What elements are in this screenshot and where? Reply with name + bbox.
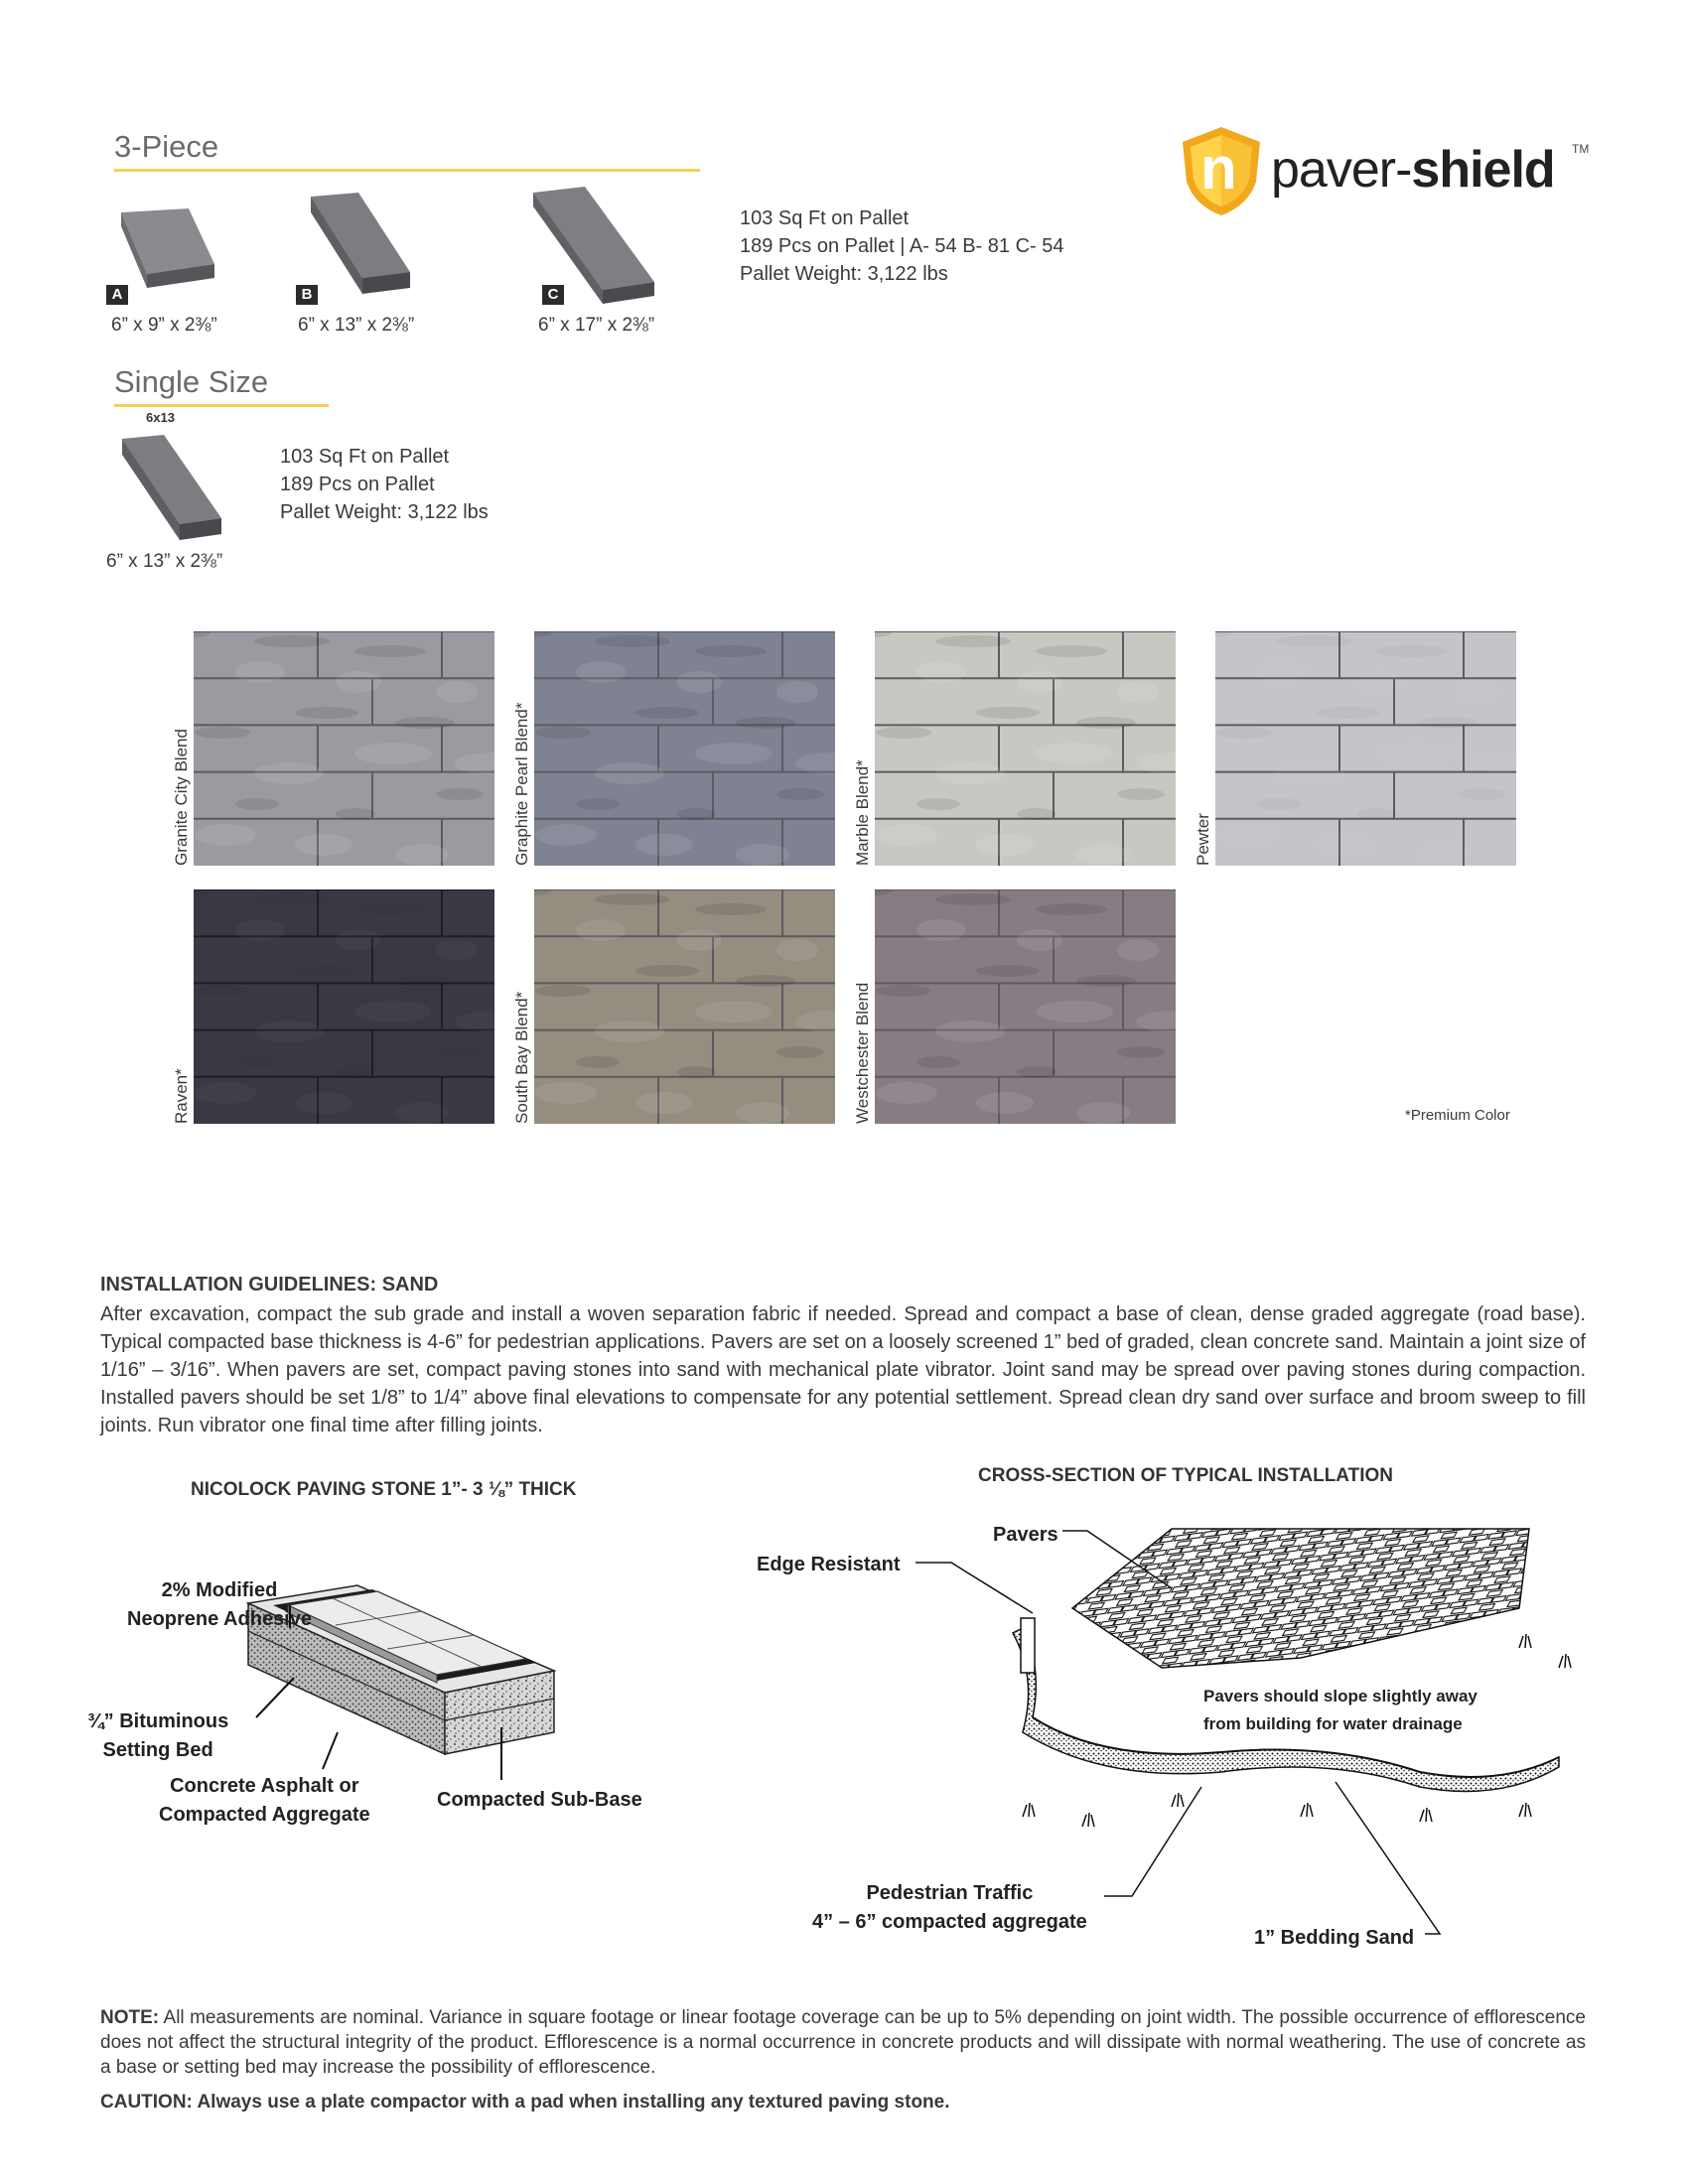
color-swatch-label: Graphite Pearl Blend*	[512, 702, 531, 866]
label-adhesive-text: 2% Modified Neoprene Adhesive	[127, 1579, 312, 1630]
premium-color-note: *Premium Color	[1405, 1107, 1510, 1124]
label-bedding-text: 1” Bedding Sand	[1254, 1927, 1415, 1949]
three-piece-rule	[114, 169, 700, 172]
color-swatch	[875, 631, 1176, 866]
logo-text-bold: shield	[1411, 141, 1555, 199]
size-b: 6” x 13” x 2⅜”	[298, 315, 415, 336]
note-text: All measurements are nominal. Variance in square footage or linear footage coverage can be up to 5% depending on joint width. The possible occurrence of efflorescence does not affect the structural integrity of the product. Efflorescence is a normal occurrence in concrete products and will dissipate with normal weathering. The use of concrete as a base or setting bed may increase the possibility of efflorescence.	[100, 2007, 1586, 2078]
single-spec-pcs: 189 Pcs on Pallet	[280, 474, 435, 495]
color-swatch-label: Granite City Blend	[172, 729, 191, 866]
three-piece-specs	[740, 205, 1063, 288]
color-swatch	[875, 889, 1176, 1124]
color-swatch	[194, 631, 494, 866]
color-swatch-label: South Bay Blend*	[512, 991, 531, 1124]
color-swatch-label: Pewter	[1194, 813, 1212, 866]
single-size-dim: 6” x 13” x 2⅜”	[106, 551, 223, 572]
label-pavers	[993, 1521, 1058, 1550]
paver-single-image	[114, 433, 225, 546]
label-slope: Pavers should slope slightly away from building for water drainage	[1203, 1687, 1477, 1733]
color-swatch-label: Marble Blend*	[853, 759, 872, 866]
label-bituminous	[87, 1707, 228, 1765]
single-size-rule	[114, 404, 329, 407]
label-bituminous-text: ¾” Bituminous Setting Bed	[87, 1710, 229, 1761]
logo-text-light: paver-	[1271, 141, 1412, 199]
label-traffic	[812, 1879, 1087, 1937]
size-a: 6” x 9” x 2⅜”	[111, 315, 217, 336]
size-c: 6” x 17” x 2⅜”	[538, 315, 655, 336]
installation-title: INSTALLATION GUIDELINES: SAND	[100, 1274, 439, 1296]
right-diagram-title: CROSS-SECTION OF TYPICAL INSTALLATION	[978, 1465, 1393, 1486]
single-size-specs	[280, 443, 489, 526]
paver-a-image	[111, 205, 220, 290]
caution-text: CAUTION: Always use a plate compactor with a pad when installing any textured paving stone.	[100, 2092, 950, 2113]
color-swatch	[534, 889, 835, 1124]
color-swatch	[194, 889, 494, 1124]
single-size-tag: 6x13	[146, 410, 175, 425]
badge-a: A	[106, 285, 128, 305]
logo-mark: n	[1200, 135, 1237, 202]
label-pavers-text: Pavers	[993, 1524, 1058, 1546]
label-concrete-text: Concrete Asphalt or Compacted Aggregate	[159, 1775, 370, 1826]
badge-b: B	[296, 285, 318, 305]
spec-sqft: 103 Sq Ft on Pallet	[740, 207, 910, 229]
label-edge	[757, 1551, 900, 1579]
spec-weight: Pallet Weight: 3,122 lbs	[740, 263, 948, 285]
color-swatch-label: Westchester Blend	[853, 982, 872, 1124]
single-spec-sqft: 103 Sq Ft on Pallet	[280, 446, 450, 468]
three-piece-title: 3-Piece	[114, 129, 219, 164]
label-bedding	[1254, 1924, 1414, 1953]
label-concrete	[159, 1772, 370, 1830]
single-size-title: Single Size	[114, 364, 269, 399]
left-diagram-title: NICOLOCK PAVING STONE 1”- 3 ⅛” THICK	[191, 1479, 577, 1500]
single-spec-weight: Pallet Weight: 3,122 lbs	[280, 501, 489, 523]
logo-tm: TM	[1572, 142, 1590, 156]
spec-pcs: 189 Pcs on Pallet | A- 54 B- 81 C- 54	[740, 235, 1064, 257]
note-paragraph	[100, 2005, 1586, 2080]
badge-c: C	[542, 285, 564, 305]
paver-shield-logo	[1177, 124, 1594, 218]
color-swatch-label: Raven*	[172, 1068, 191, 1124]
installation-body: After excavation, compact the sub grade and install a woven separation fabric if needed. Spread and compact a base of clean, dense graded aggregate (road base). Typical compacted base thickness is 4-6” for pedestrian applications. Pavers are set on a loosely screened 1” bed of graded, clean concrete sand. Maintain a joint size of 1/16” – 3/16”. When pavers are set, compact paving stones into sand with mechanical plate vibrator. Joint sand may be spread over paving stones during compaction. Installed pavers should be set 1/8” to 1/4” above final elevations to compensate for any potential settlement. Spread clean dry sand over surface and broom sweep to fill joints. Run vibrator one final time after filling joints.	[100, 1303, 1586, 1436]
label-subbase	[437, 1786, 642, 1815]
paver-b-image	[303, 191, 414, 294]
label-adhesive	[127, 1576, 312, 1634]
note-label: NOTE:	[100, 2007, 160, 2028]
label-traffic-text: Pedestrian Traffic 4” – 6” compacted aggregate	[812, 1882, 1087, 1933]
color-swatch	[1215, 631, 1516, 866]
label-edge-text: Edge Resistant	[757, 1554, 901, 1575]
label-subbase-text: Compacted Sub-Base	[437, 1789, 642, 1811]
color-swatch	[534, 631, 835, 866]
